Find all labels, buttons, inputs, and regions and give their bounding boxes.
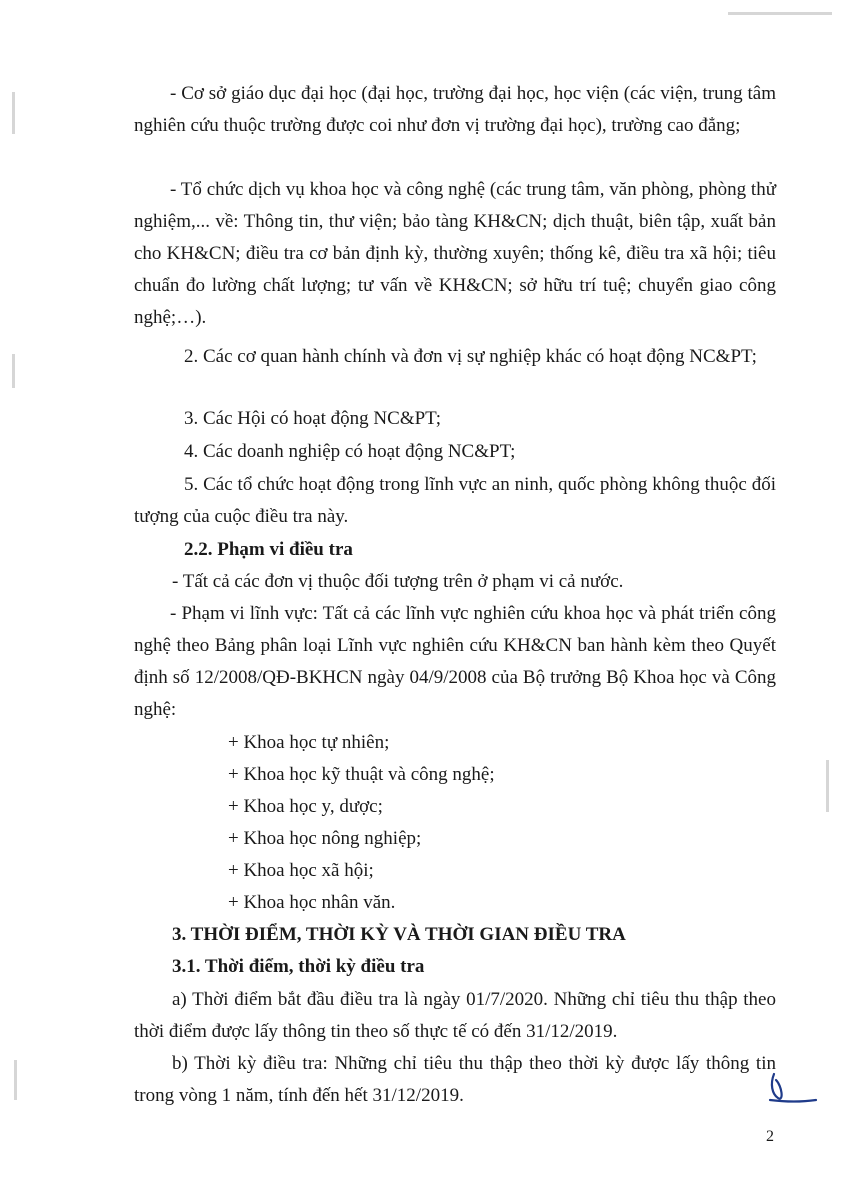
paragraph-item-2: 2. Các cơ quan hành chính và đơn vị sự nghiệp khác có hoạt động NC&PT; [184, 346, 757, 367]
heading-3-1: 3.1. Thời điểm, thời kỳ điều tra [172, 956, 425, 977]
scan-speck [12, 354, 15, 388]
list-item: + Khoa học tự nhiên; [228, 732, 390, 753]
list-item: + Khoa học y, dược; [228, 796, 383, 817]
scan-speck [14, 1060, 17, 1100]
paragraph-start-time: a) Thời điểm bắt đầu điều tra là ngày 01/7/2020. Những chỉ tiêu thu thập theo thời điểm được lấy thông tin theo số thực tế có đến 31/12/2019. [134, 989, 776, 1042]
list-item: + Khoa học kỹ thuật và công nghệ; [228, 764, 495, 785]
paragraph-science-services: - Tổ chức dịch vụ khoa học và công nghệ (các trung tâm, văn phòng, phòng thử nghiệm,... về: Thông tin, thư viện; bảo tàng KH&CN; dịch thuật, biên tập, xuất bản cho KH&CN; điều tra cơ bản định kỳ, thường xuyên; thống kê, điều tra xã hội; tiêu chuẩn đo lường chất lượng; tư vấn về KH&CN; sở hữu trí tuệ; chuyển giao công nghệ;…). [134, 179, 776, 328]
list-item: + Khoa học xã hội; [228, 860, 374, 881]
list-item: + Khoa học nhân văn. [228, 892, 396, 913]
scan-speck [826, 760, 829, 812]
paragraph-higher-education: - Cơ sở giáo dục đại học (đại học, trường đại học, học viện (các viện, trung tâm nghiên cứu thuộc trường được coi như đơn vị trường đại học), trường cao đẳng; [134, 83, 776, 136]
paragraph-period: b) Thời kỳ điều tra: Những chỉ tiêu thu thập theo thời kỳ được lấy thông tin trong vòng 1 năm, tính đến hết 31/12/2019. [134, 1053, 776, 1106]
page-number: 2 [766, 1128, 774, 1145]
list-item: + Khoa học nông nghiệp; [228, 828, 422, 849]
heading-2-2: 2.2. Phạm vi điều tra [184, 539, 353, 560]
scan-speck [12, 92, 15, 134]
paragraph-item-3: 3. Các Hội có hoạt động NC&PT; [184, 408, 442, 429]
paragraph-scope-units: - Tất cả các đơn vị thuộc đối tượng trên ở phạm vi cả nước. [172, 571, 624, 592]
initial-signature [760, 1068, 820, 1108]
heading-3: 3. THỜI ĐIỂM, THỜI KỲ VÀ THỜI GIAN ĐIỀU TRA [172, 924, 626, 945]
paragraph-item-5: 5. Các tổ chức hoạt động trong lĩnh vực an ninh, quốc phòng không thuộc đối tượng của cuộc điều tra này. [134, 474, 776, 527]
paragraph-scope-fields: - Phạm vi lĩnh vực: Tất cả các lĩnh vực nghiên cứu khoa học và phát triển công nghệ theo Bảng phân loại Lĩnh vực nghiên cứu KH&CN ban hành kèm theo Quyết định số 12/2008/QĐ-BKHCN ngày 04/9/2008 của Bộ trưởng Bộ Khoa học và Công nghệ: [134, 603, 776, 720]
scan-speck [728, 12, 832, 15]
paragraph-item-4: 4. Các doanh nghiệp có hoạt động NC&PT; [184, 441, 516, 462]
